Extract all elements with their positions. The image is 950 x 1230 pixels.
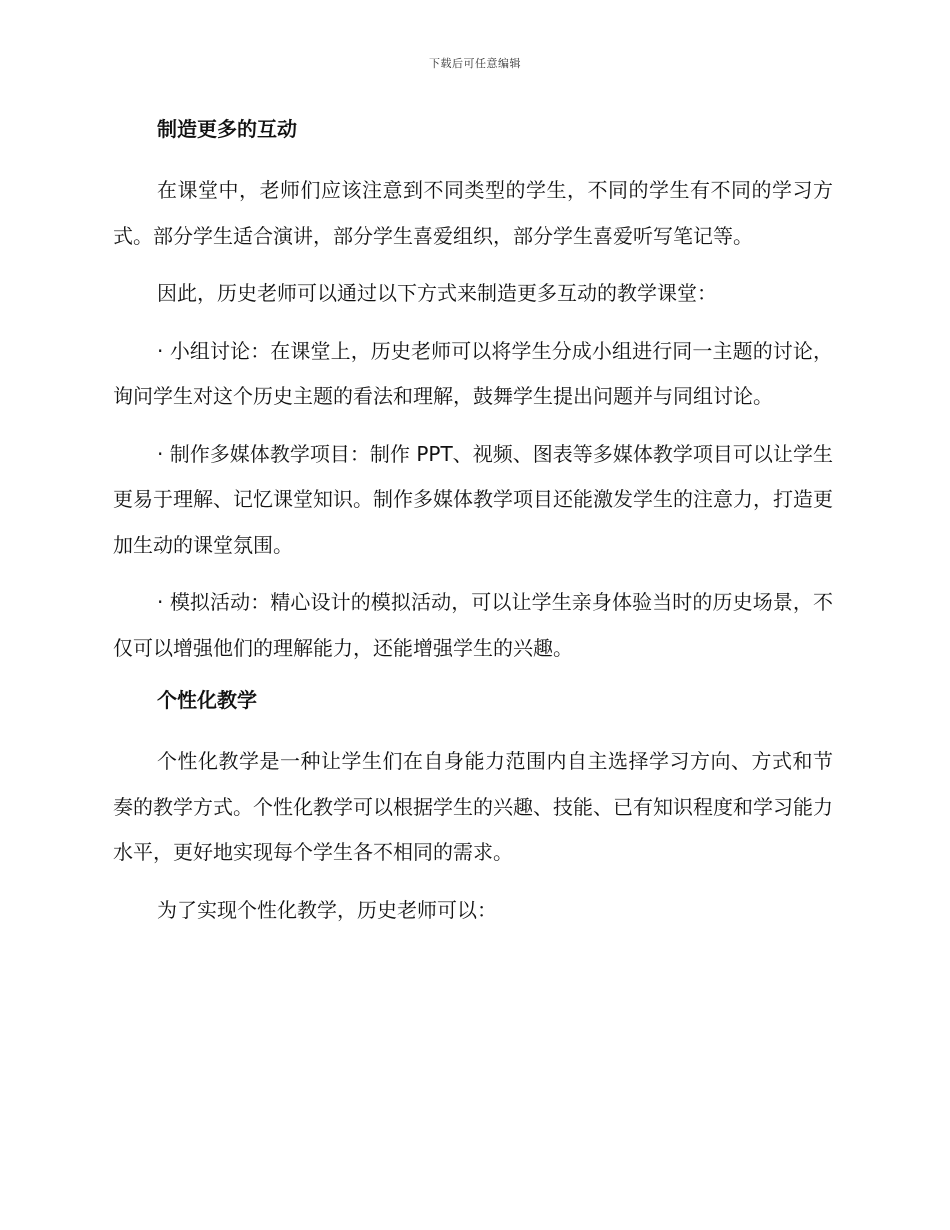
bullet-group-discussion: · 小组讨论：在课堂上，历史老师可以将学生分成小组进行同一主题的讨论，询问学生对这个历史主题的看法和理解，鼓舞学生提出问题并与同组讨论。 [113, 338, 833, 408]
section-heading-interaction: 制造更多的互动 [157, 117, 297, 141]
document-body [113, 112, 833, 945]
section-heading-personalized: 个性化教学 [157, 688, 257, 712]
paragraph-personalized-definition: 个性化教学是一种让学生们在自身能力范围内自主选择学习方向、方式和节奏的教学方式。个性化教学可以根据学生的兴趣、技能、已有知识程度和学习能力水平，更好地实现每个学生各不相同的需求。 [113, 749, 833, 864]
paragraph-interaction-intro: 因此，历史老师可以通过以下方式来制造更多互动的教学课堂： [157, 281, 717, 305]
paragraph-personalized-intro: 为了实现个性化教学，历史老师可以： [157, 897, 497, 922]
paragraph-classroom-types: 在课堂中，老师们应该注意到不同类型的学生，不同的学生有不同的学习方式。部分学生适合演讲，部分学生喜爱组织，部分学生喜爱听写笔记等。 [113, 178, 833, 248]
bullet-simulation-activities: · 模拟活动：精心设计的模拟活动，可以让学生亲身体验当时的历史场景，不仅可以增强他们的理解能力，还能增强学生的兴趣。 [113, 590, 833, 660]
header-note: 下载后可任意编辑 [429, 57, 521, 70]
bullet-multimedia-projects: · 制作多媒体教学项目：制作 PPT、视频、图表等多媒体教学项目可以让学生更易于理解、记忆课堂知识。制作多媒体教学项目还能激发学生的注意力，打造更加生动的课堂氛围。 [113, 441, 833, 557]
